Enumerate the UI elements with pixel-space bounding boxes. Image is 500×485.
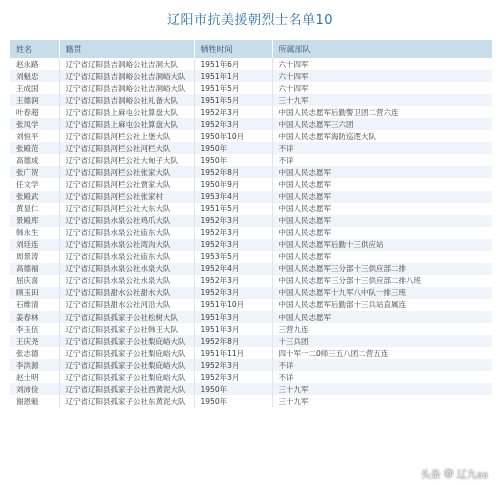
cell-origin: 辽宁省辽阳县河栏公社上堡大队: [59, 130, 194, 142]
table-body: [10, 58, 492, 407]
table-header: [10, 40, 492, 58]
table-row: [10, 82, 492, 94]
table-row: [10, 215, 492, 227]
cell-unit: 中国人民志愿军后勤警卫团二营六连: [278, 107, 399, 117]
cell-date: 1952年4月: [194, 263, 272, 275]
cell-name: 李玉伍: [10, 323, 59, 335]
cell-name: 刘魁忠: [10, 70, 59, 82]
cell-date: 1950年: [194, 142, 272, 154]
cell-unit: 不详: [278, 360, 294, 370]
cell-origin: 辽宁省辽阳县水泉公社水泉大队: [59, 275, 194, 287]
table-row: [10, 251, 492, 263]
cell-name: 顾玉田: [10, 287, 59, 299]
table-row: [10, 323, 492, 335]
cell-name: 黄显仁: [10, 203, 59, 215]
cell-origin: 辽宁省辽阳县吉洞峪公社吉洞大队: [59, 58, 194, 70]
page-title: 辽阳市抗美援朝烈士名单10: [166, 13, 334, 28]
cell-unit: 三十九军: [278, 95, 309, 105]
cell-unit: 中国人民志愿军三六团: [278, 119, 354, 129]
table-row: [10, 287, 492, 299]
cell-origin: 辽宁省辽阳县孤家子公社梨庇峪大队: [59, 371, 194, 383]
cell-origin: 辽宁省辽阳县孤家子公社梨庇峪大队: [59, 347, 194, 359]
cell-unit: 中国人民志愿军: [278, 252, 331, 262]
cell-origin: 辽宁省辽阳县水泉公社湾沟大队: [59, 239, 194, 251]
cell-date: 1950年10月: [194, 130, 272, 142]
cell-date: 1950年: [194, 395, 272, 407]
cell-unit: 中国人民志愿军海防巡逻大队: [278, 131, 376, 141]
cell-date: 1951年6月: [194, 58, 272, 70]
cell-unit: 中国人民志愿军: [278, 216, 331, 226]
cell-date: 1950年9月: [194, 178, 272, 190]
cell-origin: 辽宁省辽阳县孤家子公社松树大队: [59, 311, 194, 323]
cell-name: 屈庆喜: [10, 275, 59, 287]
cell-name: 石维清: [10, 299, 59, 311]
cell-name: 张凤学: [10, 118, 59, 130]
cell-date: 1952年3月: [194, 106, 272, 118]
cell-date: 1951年5月: [194, 82, 272, 94]
cell-origin: 辽宁省辽阳县吉洞峪公社吉洞峪大队: [59, 70, 194, 82]
martyrs-table: [10, 40, 492, 407]
cell-date: 1950年: [194, 383, 272, 395]
table-row: [10, 191, 492, 203]
cell-unit: 不详: [278, 372, 294, 382]
table-row: [10, 263, 492, 275]
table-row: [10, 142, 492, 154]
table-row: [10, 178, 492, 190]
cell-unit: 六十四军: [278, 83, 309, 93]
cell-name: 刘恒平: [10, 130, 59, 142]
cell-unit: 十三兵团: [278, 336, 309, 346]
table-row: [10, 118, 492, 130]
cell-unit: 中国人民志愿军: [278, 179, 331, 189]
table-row: [10, 203, 492, 215]
cell-name: 韩永生: [10, 227, 59, 239]
cell-name: 张殿范: [10, 142, 59, 154]
cell-unit: 中国人民志愿军三分部十三供应部二排八班: [278, 276, 421, 286]
cell-date: 1952年8月: [194, 335, 272, 347]
column-header-date: 牺牲时间: [194, 40, 272, 58]
table-row: [10, 371, 492, 383]
watermark-at: @: [443, 468, 454, 479]
table-row: [10, 130, 492, 142]
cell-origin: 辽宁省辽阳县水泉公社庙东大队: [59, 251, 194, 263]
cell-origin: 辽宁省辽阳县河栏公社河栏大队: [59, 142, 194, 154]
cell-name: 谢恩魁: [10, 395, 59, 407]
cell-unit: 六十四军: [278, 59, 309, 69]
cell-unit: 不详: [278, 155, 294, 165]
cell-name: 王德润: [10, 94, 59, 106]
cell-unit: 六十四军: [278, 71, 309, 81]
table-row: [10, 335, 492, 347]
table-row: [10, 299, 492, 311]
cell-origin: 辽宁省辽阳县水泉公社鸡爪大队: [59, 215, 194, 227]
cell-unit: 中国人民志愿军: [278, 167, 331, 177]
cell-unit: 三营九连: [278, 324, 309, 334]
column-header-origin: 籍贯: [59, 40, 194, 58]
cell-origin: 辽宁省辽阳县河栏公社大东大队: [59, 203, 194, 215]
cell-origin: 辽宁省辽阳县水泉公社水泉大队: [59, 263, 194, 275]
cell-origin: 辽宁省辽阳县吉洞峪公社吉洞峪大队: [59, 82, 194, 94]
cell-date: 1952年3月: [194, 239, 272, 251]
cell-origin: 辽宁省辽阳县孤家子公社东黄泥大队: [59, 395, 194, 407]
cell-origin: 辽宁省辽阳县上麻屯公社算盘大队: [59, 106, 194, 118]
cell-date: 1950年: [194, 154, 272, 166]
cell-name: 姜春林: [10, 311, 59, 323]
table-row: [10, 395, 492, 407]
cell-unit: 中国人民志愿军: [278, 192, 331, 202]
cell-unit: 中国人民志愿军: [278, 204, 331, 214]
cell-name: 李洪源: [10, 359, 59, 371]
cell-unit: 中国人民志愿军后勤部十三兵站直属连: [278, 300, 406, 310]
table-row: [10, 94, 492, 106]
cell-origin: 辽宁省辽阳县孤家子公社韩王大队: [59, 323, 194, 335]
cell-unit: 中国人民志愿军: [278, 312, 331, 322]
cell-unit: 不详: [278, 143, 294, 153]
table-row: [10, 275, 492, 287]
cell-origin: 辽宁省辽阳县河栏公社张家大队: [59, 166, 194, 178]
cell-origin: 辽宁省辽阳县吉洞峪公社礼备大队: [59, 94, 194, 106]
cell-date: 1952年3月: [194, 118, 272, 130]
cell-name: 赵士明: [10, 371, 59, 383]
cell-date: 1952年3月: [194, 215, 272, 227]
table-row: [10, 383, 492, 395]
watermark-source: 头条: [420, 470, 441, 481]
table-row: [10, 70, 492, 82]
table-row: [10, 106, 492, 118]
cell-date: 1951年3月: [194, 323, 272, 335]
cell-name: 张志德: [10, 347, 59, 359]
martyrs-table-container: [10, 40, 492, 480]
cell-origin: 辽宁省辽阳县水泉公社庙东大队: [59, 227, 194, 239]
cell-date: 1951年11月: [194, 347, 272, 359]
cell-date: 1951年5月: [194, 203, 272, 215]
column-header-name: 姓名: [10, 40, 59, 58]
watermark: [421, 466, 488, 481]
cell-name: 任文学: [10, 178, 59, 190]
cell-unit: 中国人民志愿军: [278, 228, 331, 238]
cell-date: 1952年3月: [194, 287, 272, 299]
cell-date: 1952年3月: [194, 227, 272, 239]
cell-date: 1952年3月: [194, 371, 272, 383]
cell-origin: 辽宁省辽阳县孤家子公社西黄泥大队: [59, 383, 194, 395]
cell-name: 赵永路: [10, 58, 59, 70]
cell-unit: 三十九军: [278, 396, 309, 406]
cell-origin: 辽宁省辽阳县孤家子公社梨庇峪大队: [59, 335, 194, 347]
cell-name: 周景涛: [10, 251, 59, 263]
table-row: [10, 239, 492, 251]
cell-date: 1951年10月: [194, 299, 272, 311]
cell-date: 1952年8月: [194, 166, 272, 178]
cell-unit: 四十军一二0师三五八团二营五连: [278, 348, 389, 358]
cell-name: 王庆尧: [10, 335, 59, 347]
cell-name: 刘沛俭: [10, 383, 59, 395]
cell-name: 高德福: [10, 263, 59, 275]
cell-name: 刘廷连: [10, 239, 59, 251]
cell-origin: 辽宁省辽阳县河栏公社张家村: [59, 191, 194, 203]
cell-unit: 中国人民志愿军三分部十三供应部二排: [278, 264, 406, 274]
table-row: [10, 347, 492, 359]
table-row: [10, 311, 492, 323]
column-header-unit: 所属部队: [278, 44, 311, 54]
cell-unit: 三十九军: [278, 384, 309, 394]
cell-date: 1953年4月: [194, 191, 272, 203]
watermark-author: 辽九as: [456, 470, 488, 481]
table-row: [10, 166, 492, 178]
cell-origin: 辽宁省辽阳县上麻屯公社算盘大队: [59, 118, 194, 130]
cell-origin: 辽宁省辽阳县河栏公社贾家大队: [59, 178, 194, 190]
cell-date: 1951年3月: [194, 311, 272, 323]
cell-date: 1951年5月: [194, 94, 272, 106]
cell-date: 1952年3月: [194, 275, 272, 287]
cell-date: 1952年3月: [194, 359, 272, 371]
cell-name: 叶春超: [10, 106, 59, 118]
cell-origin: 辽宁省辽阳县甜水公社甜水大队: [59, 287, 194, 299]
table-row: [10, 359, 492, 371]
cell-unit: 中国人民志愿军十九军八中队一排三班: [278, 288, 406, 298]
cell-unit: 中国人民志愿军后勤十三供应站: [278, 240, 384, 250]
table-row: [10, 58, 492, 70]
table-row: [10, 154, 492, 166]
cell-name: 景殿库: [10, 215, 59, 227]
cell-name: 张殿武: [10, 191, 59, 203]
cell-name: 王成国: [10, 82, 59, 94]
cell-origin: 辽宁省辽阳县甜水公社河沿大队: [59, 299, 194, 311]
cell-name: 张广贺: [10, 166, 59, 178]
cell-name: 高德成: [10, 154, 59, 166]
table-row: [10, 227, 492, 239]
cell-date: 1951年1月: [194, 70, 272, 82]
cell-date: 1953年5月: [194, 251, 272, 263]
table-header-row: [10, 40, 492, 58]
cell-origin: 辽宁省辽阳县孤家子公社梨庇峪大队: [59, 359, 194, 371]
cell-origin: 辽宁省辽阳县河栏公社大甸子大队: [59, 154, 194, 166]
